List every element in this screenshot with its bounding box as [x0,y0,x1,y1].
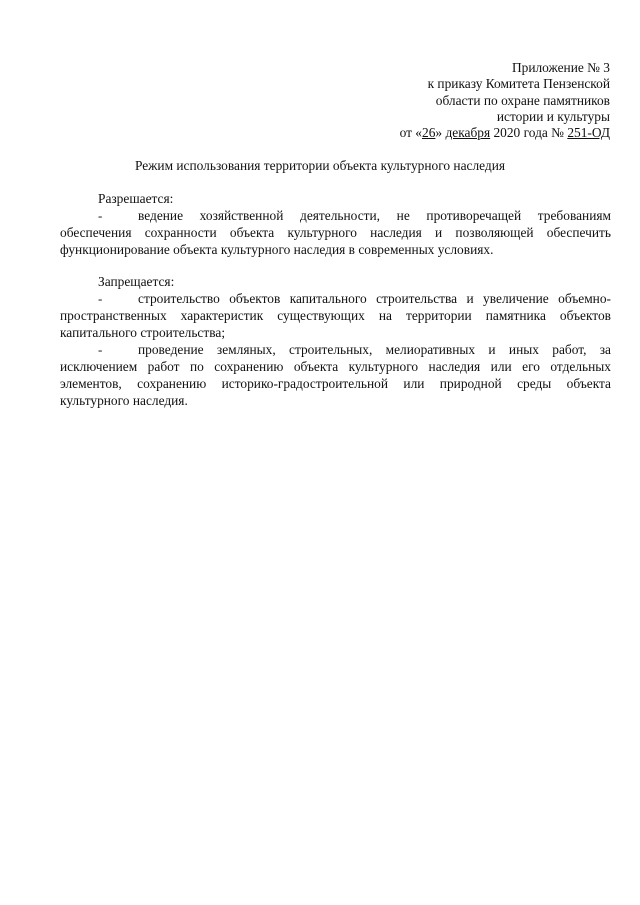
forbidden-item [60,341,611,409]
order-month: декабря [445,125,491,141]
forbidden-item-text: строительство объектов капитального строительства и увеличение объемно-пространственных характеристик существующих на территории памятника объектов капитального строительства; [60,291,611,340]
appendix-committee-cont: истории и культуры [496,108,610,124]
bullet-marker: - [98,342,103,357]
order-day: 26 [422,125,436,141]
allowed-item-text: ведение хозяйственной деятельности, не противоречащей требованиям обеспечения сохранности объекта культурного наследия и позволяющей обеспечить функционирование объекта культурного наследия в современных условиях. [60,208,611,257]
appendix-order-ref: к приказу Комитета Пензенской [427,76,610,92]
bullet-marker: - [98,291,103,306]
document-title: Режим использования территории объекта культурного наследия [134,158,506,173]
forbidden-item-text: проведение земляных, строительных, мелиоративных и иных работ, за исключением работ по сохранению объекта культурного наследия или его отдельных элементов, сохранению историко-градостроительной или природной среды объекта культурного наследия. [60,342,611,408]
forbidden-item [60,290,611,341]
appendix-number: Приложение № 3 [511,60,610,75]
allowed-heading: Разрешается: [98,191,174,206]
forbidden-heading: Запрещается: [98,274,175,289]
appendix-order-date: от «26» декабря 2020 года № 251-ОД [399,125,610,141]
order-number: 251-ОД [567,125,610,141]
allowed-item [60,207,611,258]
bullet-marker: - [98,208,103,223]
appendix-committee: области по охране памятников [435,92,610,108]
appendix-header [300,60,610,141]
